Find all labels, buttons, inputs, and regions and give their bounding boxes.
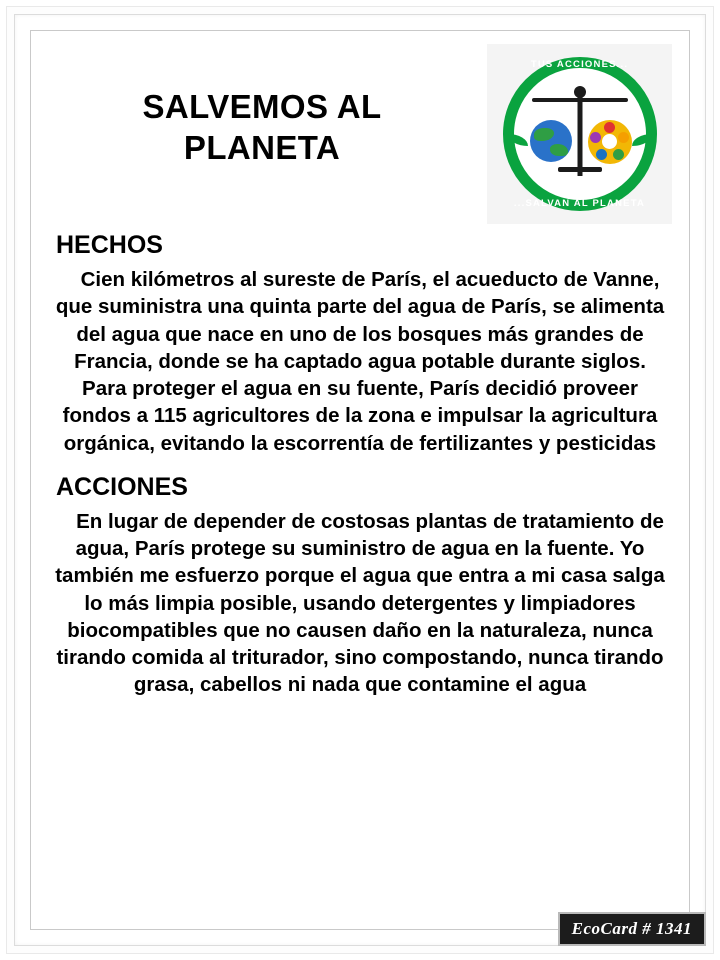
section-heading-acciones: ACCIONES [56,472,188,501]
leaf-icon-right [632,134,652,146]
people-dot [613,149,624,160]
people-dot [618,132,629,143]
leaf-icon-left [508,134,528,146]
section-body-hechos: Cien kilómetros al sureste de París, el acueducto de Vanne, que suministra una quinta parte del agua de París, se alimenta del agua que nace en uno de los bosques más grandes de Francia, donde se ha captado agua potable durante siglos. Para proteger el agua en su fuente, París decidió proveer fondos a 115 agricultores de la zona e impulsar la agricultura orgánica, evitando la escorrentía de fertilizantes y pesticidas [55,268,665,455]
page-title: SALVEMOS AL PLANETA [142,88,382,167]
logo [487,44,672,224]
section-hechos [42,231,678,457]
balance-stand [577,90,582,176]
people-circle-icon [588,120,632,164]
people-dot [604,122,615,133]
logo-text-top: TUS ACCIONES... [530,59,629,70]
section-acciones [42,473,678,699]
earth-globe-icon [530,120,572,162]
balance-base [558,167,602,172]
people-dot [590,132,601,143]
section-heading-hechos: HECHOS [56,231,163,259]
logo-ring [503,57,657,211]
section-body-acciones: En lugar de depender de costosas plantas de tratamiento de agua, París protege su suministro de agua en la fuente. Yo también me esfuerzo porque el agua que entra a mi casa salga lo más limpia posible, usando detergentes y limpiadores biocompatibles que no causen daño en la naturaleza, nunca tirando comida al triturador, sino compostando, nunca tirando grasa, cabellos ni nada que contamine el agua [55,509,665,697]
logo-text-bottom: ...SALVAN AL PLANETA [513,198,646,209]
card-header [42,36,678,221]
people-dot [596,149,607,160]
card-content [32,32,688,928]
ecocard-number-badge: EcoCard # 1341 [558,912,706,946]
people-center [602,134,617,149]
